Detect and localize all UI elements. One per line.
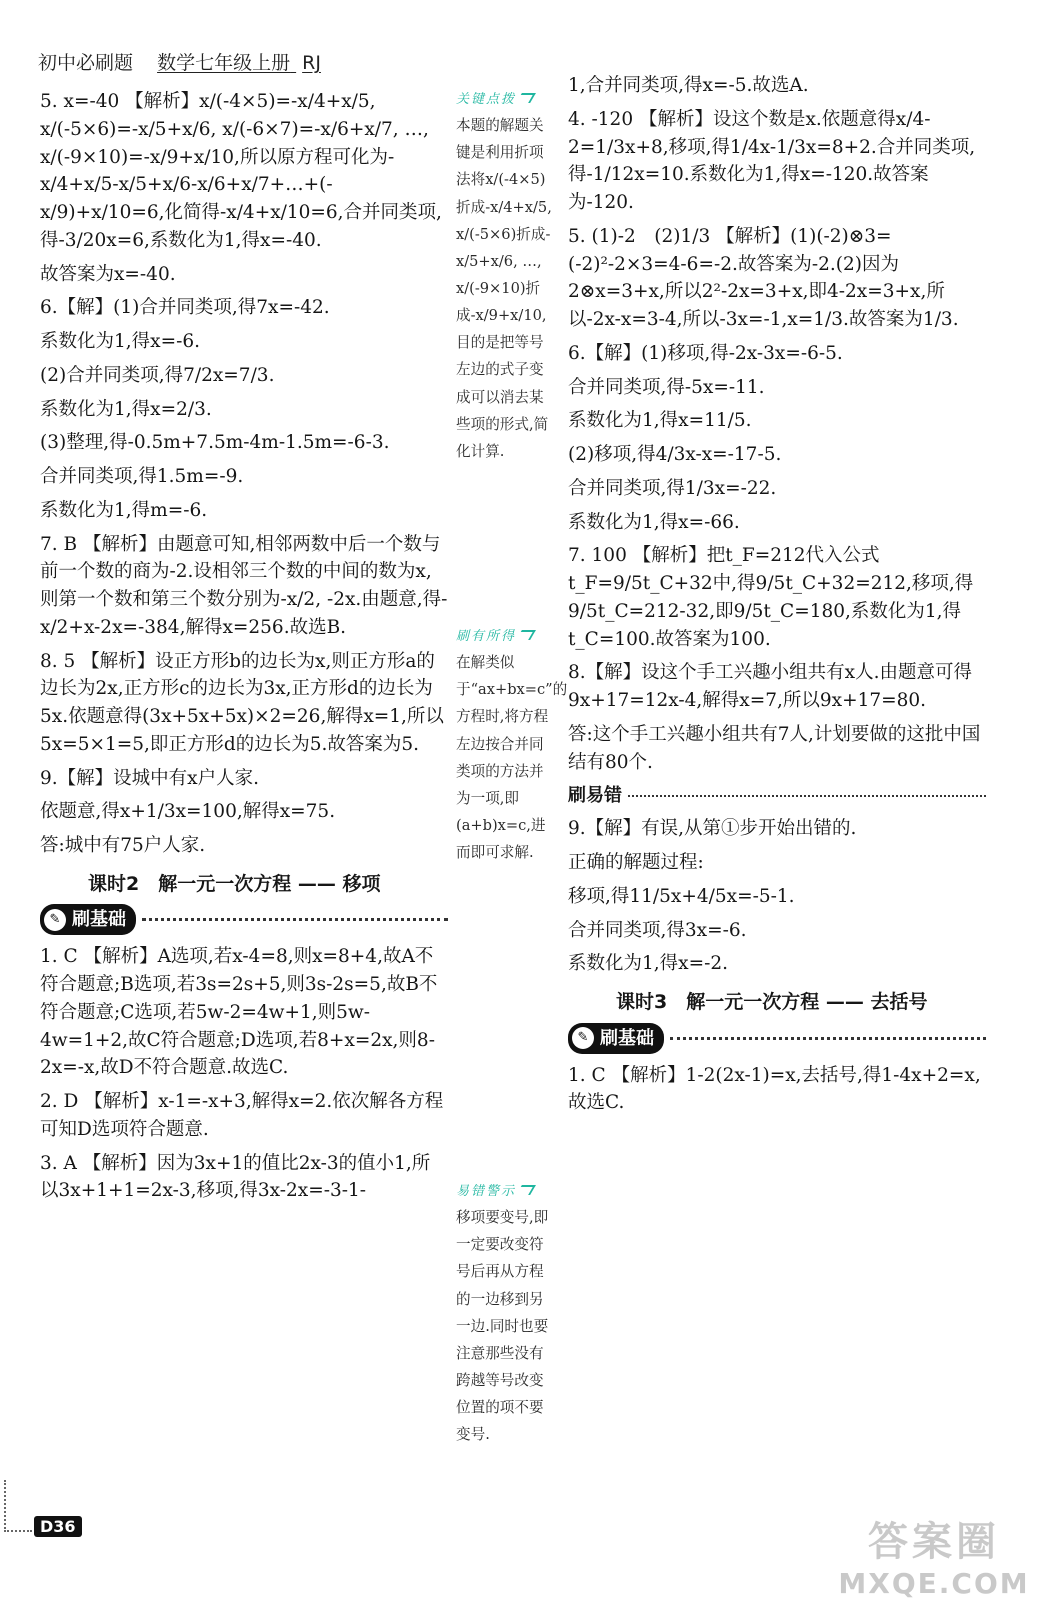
l3-answer-1: 1. C 【解析】1-2(2x-1)=x,去括号,得1-4x+2=x,故选C. bbox=[568, 1064, 981, 1114]
side-note-tag: 刷有所得 bbox=[456, 625, 556, 649]
answer-8: 8. 5 【解析】设正方形b的边长为x,则正方形a的边长为2x,正方形c的边长为3x,正方形d的边长为5x.依题意得(3x+5x+5x)×2=26,解得x=1,所以5x=5×1=5,即正方形d的边长为5.故答案为5. bbox=[40, 650, 444, 755]
answer-6-part3: (3)整理,得-0.5m+7.5m-4m-1.5m=-6-3. bbox=[40, 432, 390, 454]
answer-6-part1-b: 系数化为1,得x=-6. bbox=[40, 331, 200, 352]
answer-9b: 9.【解】有误,从第①步开始出错的. bbox=[568, 818, 857, 840]
answer-6b-part2-c: 系数化为1,得x=-66. bbox=[568, 511, 740, 533]
answer-6-part3-b: 合并同类项,得1.5m=-9. bbox=[40, 466, 244, 487]
answer-9-b: 依题意,得x+1/3x=100,解得x=75. bbox=[40, 801, 336, 823]
subject-title: 数学七年级上册 bbox=[157, 52, 291, 74]
answer-4: 4. -120 【解析】设这个数是x.依题意得x/4-2=1/3x+8,移项,得1/4x-1/3x=8+2.合并同类项,得-1/12x=10.系数化为1,得x=-120.故答案为-120. bbox=[568, 108, 976, 213]
section-basics-2 bbox=[568, 1023, 986, 1054]
side-note-gain bbox=[456, 625, 568, 866]
side-note-tag: 易错警示 bbox=[456, 1180, 556, 1204]
answer-7b: 7. 100 【解析】把t_F=212代入公式t_F=9/5t_C+32中,得9/5t_C+32=212,移项,得9/5t_C=212-32,即9/5t_C=180,系数化为1,得t_C=100.故答案为100. bbox=[568, 545, 974, 650]
edition-label: RJ bbox=[302, 52, 321, 74]
answer-5-conclusion: 故答案为x=-40. bbox=[40, 263, 176, 285]
brush-icon: ✎ bbox=[572, 1027, 594, 1049]
basics-badge: ✎ 刷基础 bbox=[40, 904, 136, 935]
answer-5: 5. x=-40 【解析】x/(-4×5)=-x/4+x/5, x/(-5×6)=-x/5+x/6, x/(-6×7)=-x/6+x/7, …, x/(-9×10)=-x/9+x/10,所以原方程可化为-x/4+x/5-x/5+x/6-x/6+x/7+…+(-x/9)+x/10=6,化简得-x/4+x/10=6,合并同类项,得-3/20x=6,系数化为1,得x=-40. bbox=[40, 91, 442, 251]
page-header bbox=[38, 48, 321, 75]
page-number: D36 bbox=[34, 1516, 82, 1537]
answer-5b: 5. (1)-2 (2)1/3 【解析】(1)(-2)⊗3=(-2)²-2×3=4-6=-2.故答案为-2.(2)因为2⊗x=3+x,所以2²-2x=3+x,即4-2x=3+x,所以-2x-x=3-4,所以-3x=-1,x=1/3.故答案为1/3. bbox=[568, 225, 959, 330]
answer-9b-b: 正确的解题过程: bbox=[568, 852, 704, 873]
answer-6b-part1: 6.【解】(1)移项,得-2x-3x=-6-5. bbox=[568, 342, 843, 364]
error-prone-label: 刷易错 bbox=[568, 785, 622, 807]
answer-9: 9.【解】设城中有x户人家. bbox=[40, 767, 259, 789]
side-note-text: 在解类似于“ax+bx=c”的方程时,将方程左边按合并同类项的方法并为一项,即(a+b)x=c,进而即可求解. bbox=[456, 654, 568, 862]
section-basics bbox=[40, 904, 448, 935]
basics-badge: ✎ 刷基础 bbox=[568, 1023, 664, 1054]
l2-answer-2: 2. D 【解析】x-1=-x+3,解得x=2.依次解各方程可知D选项符合题意. bbox=[40, 1091, 444, 1140]
watermark bbox=[834, 1510, 1034, 1600]
lesson-3-title: 课时3 解一元一次方程 —— 去括号 bbox=[616, 991, 928, 1013]
answer-6b-part1-b: 合并同类项,得-5x=-11. bbox=[568, 376, 765, 398]
answer-8b: 8.【解】设这个手工兴趣小组共有x人.由题意可得9x+17=12x-4,解得x=7,所以9x+17=80. bbox=[568, 662, 972, 711]
answer-6-part1: 6.【解】(1)合并同类项,得7x=-42. bbox=[40, 297, 330, 319]
answer-6b-part1-c: 系数化为1,得x=11/5. bbox=[568, 410, 752, 432]
answer-8b-conclusion: 答:这个手工兴趣小组共有7人,计划要做的这批中国结有80个. bbox=[568, 723, 981, 773]
l2-answer-3: 3. A 【解析】因为3x+1的值比2x-3的值小1,所以3x+1+1=2x-3,移项,得3x-2x=-3-1- bbox=[40, 1152, 431, 1202]
answer-6-part2-b: 系数化为1,得x=2/3. bbox=[40, 398, 212, 420]
section-error-prone bbox=[568, 782, 986, 809]
answer-7: 7. B 【解析】由题意可知,相邻两数中后一个数与前一个数的商为-2.设相邻三个数的中间的数为x,则第一个数和第三个数分别为-x/2, -2x.由题意,得-x/2+x-2x=-384,解得x=256.故选B. bbox=[40, 533, 448, 638]
answer-9b-e: 系数化为1,得x=-2. bbox=[568, 953, 728, 975]
side-note-key bbox=[456, 88, 556, 465]
answer-6b-part2-b: 合并同类项,得1/3x=-22. bbox=[568, 477, 777, 499]
side-note-text: 移项要变号,即一定要改变符号后再从方程的一边移到另一边.同时也要注意那些没有跨越等号改变位置的项不要变号. bbox=[456, 1209, 549, 1444]
left-column bbox=[40, 88, 448, 1211]
lesson-2-title: 课时2 解一元一次方程 —— 移项 bbox=[88, 872, 381, 895]
answer-6b-part2: (2)移项,得4/3x-x=-17-5. bbox=[568, 444, 782, 465]
side-note-text: 本题的解题关键是利用折项法将x/(-4×5)折成-x/4+x/5, x/(-5×6)折成-x/5+x/6, …, x/(-9×10)折成-x/9+x/10,目的是把等号左边的式子变成可以消去某些项的形式,简化计算. bbox=[456, 117, 552, 460]
page-corner-decoration bbox=[4, 1480, 32, 1532]
answer-9-c: 答:城中有75户人家. bbox=[40, 835, 206, 856]
watermark-cn: 答案圈 bbox=[868, 1519, 1000, 1565]
side-note-tag: 关键点拨 bbox=[456, 88, 556, 112]
dotted-divider bbox=[670, 1037, 986, 1040]
dotted-divider bbox=[142, 918, 448, 921]
brush-icon: ✎ bbox=[44, 909, 66, 931]
answer-9b-d: 合并同类项,得3x=-6. bbox=[568, 919, 747, 941]
answer-9b-c: 移项,得11/5x+4/5x=-5-1. bbox=[568, 885, 795, 907]
watermark-en: MXQE.COM bbox=[838, 1567, 1030, 1600]
right-column bbox=[568, 72, 986, 1123]
answer-6-part3-c: 系数化为1,得m=-6. bbox=[40, 499, 208, 521]
answer-3-cont: 1,合并同类项,得x=-5.故选A. bbox=[568, 75, 809, 96]
l2-answer-1: 1. C 【解析】A选项,若x-4=8,则x=8+4,故A不符合题意;B选项,若3s=2s+5,则3s-2s=5,故B不符合题意;C选项,若5w-2=4w+1,则5w-4w=1+2,故C符合题意;D选项,若8+x=2x,则8-2x=-x,故D不符合题意.故选C. bbox=[40, 946, 438, 1079]
side-note-warning bbox=[456, 1180, 556, 1448]
series-title: 初中必刷题 bbox=[38, 52, 134, 74]
answer-6-part2: (2)合并同类项,得7/2x=7/3. bbox=[40, 364, 275, 386]
dotted-divider bbox=[628, 795, 986, 797]
